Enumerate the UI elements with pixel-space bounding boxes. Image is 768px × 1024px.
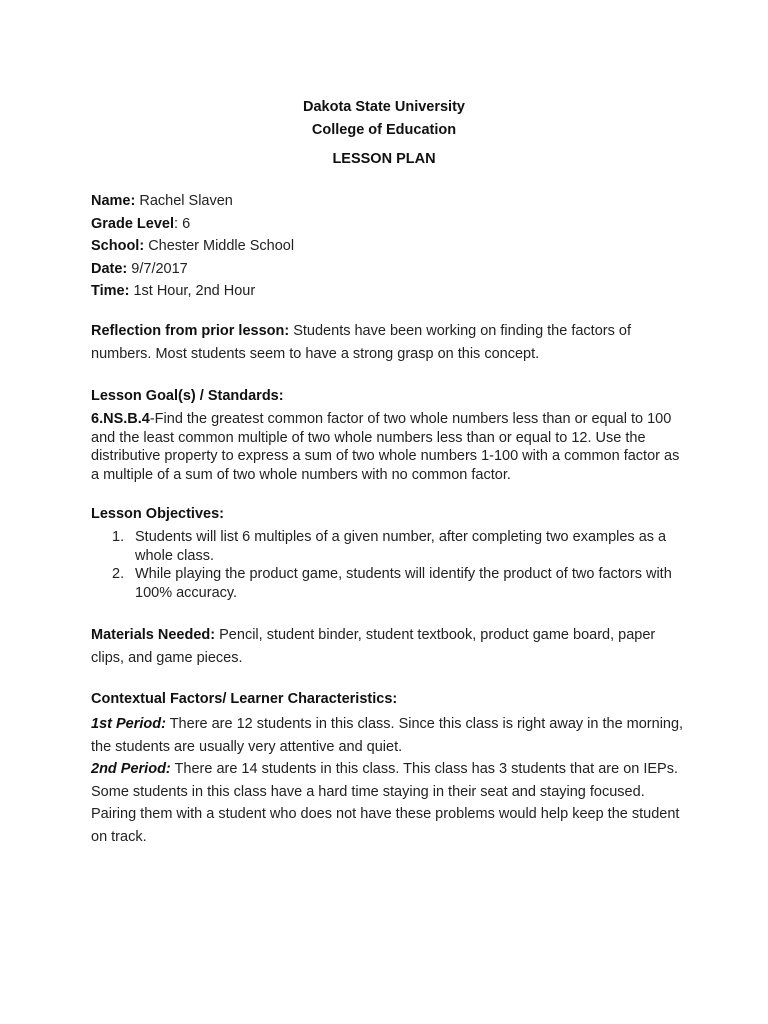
reflection-label: Reflection from prior lesson: xyxy=(91,323,290,339)
list-item xyxy=(91,565,691,602)
materials-text: Pencil, student binder, student textbook, product game board, paper clips, and game pieces. xyxy=(91,627,656,666)
reflection-section xyxy=(91,320,691,365)
date-line xyxy=(91,258,691,281)
name-value: Rachel Slaven xyxy=(135,193,233,209)
college-name: College of Education xyxy=(311,122,457,138)
period-2-label: 2nd Period: xyxy=(91,761,171,777)
school-line xyxy=(91,235,691,258)
materials-label: Materials Needed: xyxy=(91,627,216,643)
list-item-text: While playing the product game, students will identify the product of two factors with 100% accuracy. xyxy=(135,566,672,601)
period-2-paragraph xyxy=(91,758,691,848)
name-label: Name: xyxy=(91,193,136,209)
goals-title: Lesson Goal(s) / Standards: xyxy=(91,388,284,404)
school-label: School: xyxy=(91,238,145,254)
list-item-text: Students will list 6 multiples of a given number, after completing two examples as a whole class. xyxy=(135,529,667,564)
time-value: 1st Hour, 2nd Hour xyxy=(129,283,256,299)
grade-label: Grade Level xyxy=(91,215,175,232)
objectives-title: Lesson Objectives: xyxy=(91,506,224,522)
standard-text: -Find the greatest common factor of two whole numbers less than or equal to 100 and the least common multiple of two whole numbers less than or equal to 12. Use the distributive property to express a sum of two whole numbers 1-100 with a common factor as a multiple of a sum of two whole numbers with no common factor. xyxy=(91,411,680,483)
school-value: Chester Middle School xyxy=(144,238,295,254)
university-name: Dakota State University xyxy=(303,99,465,115)
materials-section xyxy=(91,624,691,669)
date-value: 9/7/2017 xyxy=(127,260,188,277)
period-1-text: There are 12 students in this class. Since this class is right away in the morning, the students are usually very attentive and quiet. xyxy=(91,716,684,755)
goals-paragraph xyxy=(91,410,691,484)
date-label: Date: xyxy=(91,260,128,277)
period-2-text: There are 14 students in this class. This class has 3 students that are on IEPs. Some students in this class have a hard time staying in their seat and staying focused. Pairing them with a student who does not have these problems would help keep the student on track. xyxy=(91,761,680,845)
standard-code: 6.NS.B.4 xyxy=(91,411,150,427)
grade-value: : 6 xyxy=(174,215,191,232)
context-section xyxy=(91,713,691,848)
list-item-number: 2. xyxy=(112,566,125,582)
objectives-list xyxy=(91,528,691,602)
reflection-paragraph xyxy=(91,320,691,365)
list-item-number: 1. xyxy=(112,529,125,545)
document-title: LESSON PLAN xyxy=(332,151,436,167)
period-1-paragraph xyxy=(91,713,691,758)
goals-section xyxy=(91,410,691,484)
list-item xyxy=(91,528,691,565)
context-title: Contextual Factors/ Learner Characteristics: xyxy=(91,691,398,707)
name-line xyxy=(91,190,691,213)
time-line xyxy=(91,280,691,303)
period-1-label: 1st Period: xyxy=(91,716,166,732)
info-block xyxy=(91,190,691,303)
materials-paragraph xyxy=(91,624,691,669)
grade-line xyxy=(91,213,691,236)
reflection-text: Students have been working on finding the factors of numbers. Most students seem to have a strong grasp on this concept. xyxy=(91,323,631,362)
time-label: Time: xyxy=(91,283,130,299)
